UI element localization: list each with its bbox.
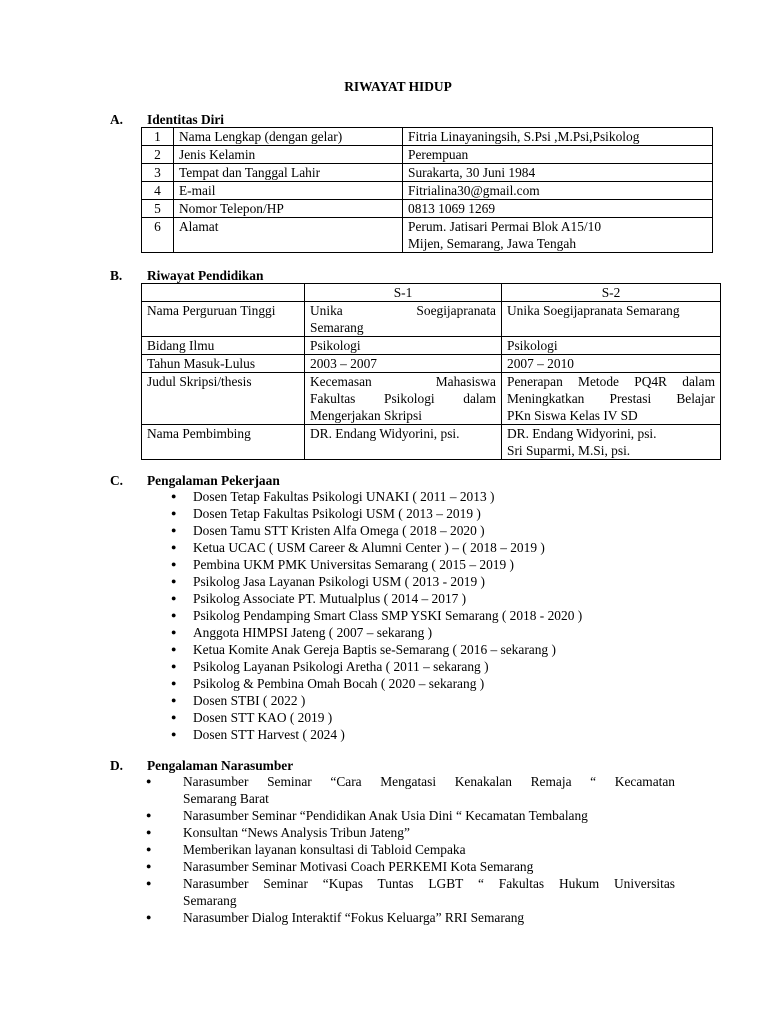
table-row xyxy=(142,355,721,373)
table-row xyxy=(142,146,713,164)
section-c-title: Pengalaman Pekerjaan xyxy=(147,473,280,488)
list-item-text: Ketua Komite Anak Gereja Baptis se-Semarang ( 2016 – sekarang ) xyxy=(193,642,556,657)
row-label: Judul Skripsi/thesis xyxy=(142,373,305,425)
list-item xyxy=(146,841,675,858)
list-item-text: Ketua UCAC ( USM Career & Alumni Center ) – ( 2018 – 2019 ) xyxy=(193,540,545,555)
list-item-text: Psikolog Associate PT. Mutualplus ( 2014 – 2017 ) xyxy=(193,591,467,606)
row-number: 6 xyxy=(142,218,174,253)
list-item-text: Narasumber Seminar Motivasi Coach PERKEMI Kota Semarang xyxy=(183,859,534,874)
row-value: Perempuan xyxy=(403,146,713,164)
list-item-text: Dosen STT Harvest ( 2024 ) xyxy=(193,727,345,742)
bullet-icon: ● xyxy=(146,844,152,854)
table-row xyxy=(142,128,713,146)
bullet-icon: ● xyxy=(171,610,177,620)
list-item xyxy=(171,539,753,556)
bullet-icon: ● xyxy=(146,827,152,837)
list-item-text: Memberikan layanan konsultasi di Tabloid Cempaka xyxy=(183,842,466,857)
section-b-letter: B. xyxy=(110,268,123,283)
cell-s2 xyxy=(502,425,721,460)
cell-s1 xyxy=(305,373,502,425)
list-item xyxy=(171,573,753,590)
table-row xyxy=(142,200,713,218)
row-number: 3 xyxy=(142,164,174,182)
table-row xyxy=(142,164,713,182)
bullet-icon: ● xyxy=(171,695,177,705)
table-row xyxy=(142,425,721,460)
address-line-1: Perum. Jatisari Permai Blok A15/10 xyxy=(408,219,602,234)
cell-s1 xyxy=(305,302,502,337)
list-item-text: Dosen STBI ( 2022 ) xyxy=(193,693,306,708)
section-d-letter: D. xyxy=(110,758,124,773)
list-item xyxy=(171,641,753,658)
bullet-icon: ● xyxy=(146,861,152,871)
list-item-text: Dosen Tamu STT Kristen Alfa Omega ( 2018 – 2020 ) xyxy=(193,523,485,538)
bullet-icon: ● xyxy=(171,559,177,569)
list-item xyxy=(171,590,753,607)
bullet-icon: ● xyxy=(171,627,177,637)
list-item-text: Konsultan “News Analysis Tribun Jateng” xyxy=(183,825,410,840)
cell-line: Kecemasan Mahasiswa xyxy=(310,374,496,389)
list-item xyxy=(171,692,753,709)
bullet-icon: ● xyxy=(171,678,177,688)
list-item-text: Psikolog Jasa Layanan Psikologi USM ( 2013 - 2019 ) xyxy=(193,574,485,589)
list-item xyxy=(171,505,753,522)
table-header-row xyxy=(142,284,721,302)
table-row xyxy=(142,182,713,200)
list-item xyxy=(171,522,753,539)
list-item-text: Dosen STT KAO ( 2019 ) xyxy=(193,710,333,725)
bullet-icon: ● xyxy=(171,712,177,722)
header-blank xyxy=(142,284,305,302)
list-item xyxy=(171,726,753,743)
row-label: Tahun Masuk-Lulus xyxy=(142,355,305,373)
list-item xyxy=(146,875,675,909)
column-header-s2: S-2 xyxy=(502,284,721,302)
speaker-experience-list xyxy=(146,773,675,926)
row-label: E-mail xyxy=(174,182,403,200)
list-item xyxy=(171,624,753,641)
work-experience-list xyxy=(171,488,753,743)
cell-s1: 2003 – 2007 xyxy=(305,355,502,373)
cell-line: Fakultas Psikologi dalam xyxy=(310,391,496,406)
list-item xyxy=(171,675,753,692)
list-item-text-cont: Semarang xyxy=(183,893,237,908)
section-d-title: Pengalaman Narasumber xyxy=(147,758,294,773)
list-item-text: Pembina UKM PMK Universitas Semarang ( 2015 – 2019 ) xyxy=(193,557,514,572)
section-b-heading xyxy=(110,267,263,284)
row-number: 1 xyxy=(142,128,174,146)
row-label: Nama Pembimbing xyxy=(142,425,305,460)
row-label: Nomor Telepon/HP xyxy=(174,200,403,218)
list-item-text: Anggota HIMPSI Jateng ( 2007 – sekarang ) xyxy=(193,625,433,640)
identity-table xyxy=(141,127,713,253)
list-item xyxy=(171,658,753,675)
bullet-icon: ● xyxy=(171,576,177,586)
cell-line: Meningkatkan Prestasi Belajar xyxy=(507,391,715,406)
bullet-icon: ● xyxy=(146,810,152,820)
bullet-icon: ● xyxy=(171,508,177,518)
cell-line: Sri Suparmi, M.Si, psi. xyxy=(507,443,631,458)
row-label: Tempat dan Tanggal Lahir xyxy=(174,164,403,182)
cell-s2: 2007 – 2010 xyxy=(502,355,721,373)
column-header-s1: S-1 xyxy=(305,284,502,302)
cell-line: Mengerjakan Skripsi xyxy=(310,408,422,423)
row-value xyxy=(403,218,713,253)
section-a-letter: A. xyxy=(110,112,124,127)
list-item xyxy=(146,858,675,875)
list-item xyxy=(171,556,753,573)
list-item xyxy=(146,773,675,807)
bullet-icon: ● xyxy=(146,776,152,786)
section-b-title: Riwayat Pendidikan xyxy=(147,268,264,283)
list-item-text: Psikolog & Pembina Omah Bocah ( 2020 – sekarang ) xyxy=(193,676,485,691)
cell-line: DR. Endang Widyorini, psi. xyxy=(507,426,657,441)
bullet-icon: ● xyxy=(146,912,152,922)
cell-s2: Psikologi xyxy=(502,337,721,355)
document-title: RIWAYAT HIDUP xyxy=(344,79,452,94)
bullet-icon: ● xyxy=(171,661,177,671)
table-row xyxy=(142,337,721,355)
list-item-text: Dosen Tetap Fakultas Psikologi USM ( 2013 – 2019 ) xyxy=(193,506,481,521)
list-item-text: Dosen Tetap Fakultas Psikologi UNAKI ( 2011 – 2013 ) xyxy=(193,489,495,504)
bullet-icon: ● xyxy=(146,878,152,888)
row-value: Fitrialina30@gmail.com xyxy=(403,182,713,200)
list-item-text: Narasumber Dialog Interaktif “Fokus Keluarga” RRI Semarang xyxy=(183,910,525,925)
section-c-heading xyxy=(110,472,280,489)
bullet-icon: ● xyxy=(171,644,177,654)
section-a-heading xyxy=(110,111,224,128)
list-item xyxy=(171,488,753,505)
list-item xyxy=(171,709,753,726)
row-value: 0813 1069 1269 xyxy=(403,200,713,218)
table-row xyxy=(142,302,721,337)
list-item-text-cont: Semarang Barat xyxy=(183,791,269,806)
cell-s2 xyxy=(502,373,721,425)
bullet-icon: ● xyxy=(171,525,177,535)
section-c-letter: C. xyxy=(110,473,124,488)
cell-line: Semarang xyxy=(310,320,364,335)
bullet-icon: ● xyxy=(171,593,177,603)
cell-line: Penerapan Metode PQ4R dalam xyxy=(507,374,715,389)
list-item-text: Psikolog Pendamping Smart Class SMP YSKI Semarang ( 2018 - 2020 ) xyxy=(193,608,583,623)
cell-line: PKn Siswa Kelas IV SD xyxy=(507,408,638,423)
row-label: Bidang Ilmu xyxy=(142,337,305,355)
bullet-icon: ● xyxy=(171,729,177,739)
cell-line: Unika Soegijapranata xyxy=(310,303,496,318)
row-value: Surakarta, 30 Juni 1984 xyxy=(403,164,713,182)
list-item-text: Narasumber Seminar “Cara Mengatasi Kenakalan Remaja “ Kecamatan xyxy=(183,774,675,789)
row-number: 5 xyxy=(142,200,174,218)
table-row xyxy=(142,218,713,253)
section-a-title: Identitas Diri xyxy=(147,112,224,127)
address-line-2: Mijen, Semarang, Jawa Tengah xyxy=(408,236,577,251)
list-item-text: Psikolog Layanan Psikologi Aretha ( 2011 – sekarang ) xyxy=(193,659,489,674)
list-item-text: Narasumber Seminar “Pendidikan Anak Usia Dini “ Kecamatan Tembalang xyxy=(183,808,588,823)
list-item xyxy=(146,824,675,841)
bullet-icon: ● xyxy=(171,491,177,501)
row-label: Nama Perguruan Tinggi xyxy=(142,302,305,337)
education-table xyxy=(141,283,721,460)
row-number: 2 xyxy=(142,146,174,164)
list-item xyxy=(146,909,675,926)
row-label: Nama Lengkap (dengan gelar) xyxy=(174,128,403,146)
list-item xyxy=(171,607,753,624)
row-label: Alamat xyxy=(174,218,403,253)
row-label: Jenis Kelamin xyxy=(174,146,403,164)
cell-s2: Unika Soegijapranata Semarang xyxy=(502,302,721,337)
row-number: 4 xyxy=(142,182,174,200)
row-value: Fitria Linayaningsih, S.Psi ,M.Psi,Psikolog xyxy=(403,128,713,146)
cell-s1: Psikologi xyxy=(305,337,502,355)
table-row xyxy=(142,373,721,425)
section-d-heading xyxy=(110,757,293,774)
list-item xyxy=(146,807,675,824)
bullet-icon: ● xyxy=(171,542,177,552)
cell-s1: DR. Endang Widyorini, psi. xyxy=(305,425,502,460)
list-item-text: Narasumber Seminar “Kupas Tuntas LGBT “ Fakultas Hukum Universitas xyxy=(183,876,675,891)
